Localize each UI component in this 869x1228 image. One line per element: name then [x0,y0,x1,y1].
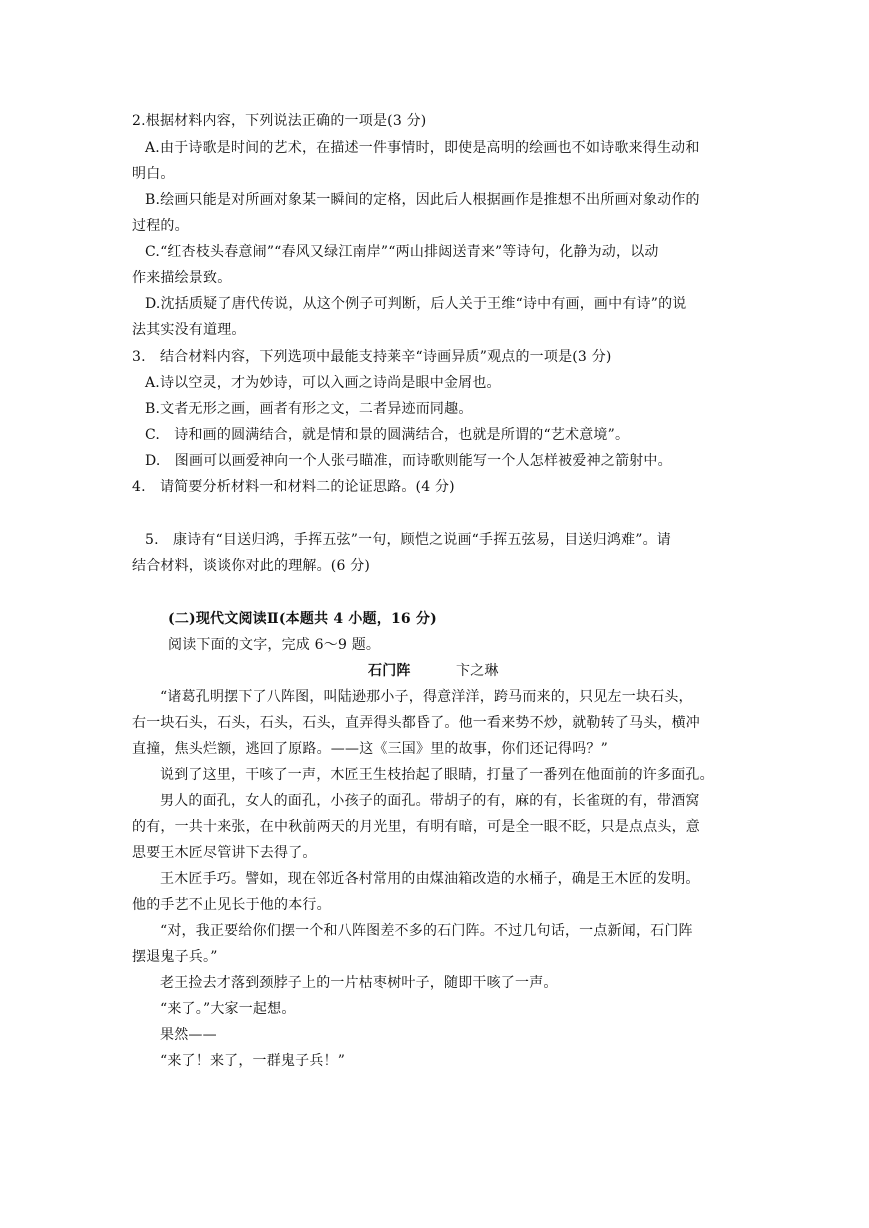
q2-option-a-line2: 明白。 [132,166,175,182]
q2-option-c-line1: C.“红杏枝头春意闹”“春风又绿江南岸”“两山排闼送青来”等诗句，化静为动，以动 [145,244,659,260]
q5-line2: 结合材料，谈谈你对此的理解。(6 分) [132,558,371,574]
story-line: 果然—— [160,1027,217,1043]
q3-option-d: D. 图画可以画爱神向一个人张弓瞄准，而诗歌则能写一个人怎样被爱神之箭射中。 [145,453,672,469]
story-line: 他的手艺不止见长于他的本行。 [132,897,331,913]
story-line: “来了！来了，一群鬼子兵！” [160,1053,346,1069]
q2-option-b-line1: B.绘画只能是对所画对象某一瞬间的定格，因此后人根据画作是推想不出所画对象动作的 [145,192,700,208]
q2-option-d-line2: 法其实没有道理。 [132,322,246,338]
story-line: 王木匠手巧。譬如，现在邻近各村常用的由煤油箱改造的水桶子，确是王木匠的发明。 [160,871,700,887]
q4-stem: 4. 请简要分析材料一和材料二的论证思路。(4 分) [132,479,455,495]
story-line: “诸葛孔明摆下了八阵图，叫陆逊那小子，得意洋洋，跨马而来的，只见左一块石头， [160,689,693,705]
q2-option-a-line1: A.由于诗歌是时间的艺术，在描述一件事情时，即使是高明的绘画也不如诗歌来得生动和 [145,140,700,156]
story-line: 直撞，焦头烂额，逃回了原路。——这《三国》里的故事，你们还记得吗？” [132,741,608,757]
q3-stem: 3. 结合材料内容，下列选项中最能支持莱辛“诗画异质”观点的一项是(3 分) [132,349,612,365]
story-line: 男人的面孔，女人的面孔，小孩子的面孔。带胡子的有，麻的有，长雀斑的有，带酒窝 [160,793,700,809]
story-line: “来了。”大家一起想。 [160,1001,296,1017]
story-line: 老王捡去才落到颈脖子上的一片枯枣树叶子，随即干咳了一声。 [160,975,558,991]
story-title: 石门阵 [368,663,411,679]
q2-option-c-line2: 作来描绘景致。 [132,270,232,286]
section-instruction: 阅读下面的文字，完成 6～9 题。 [168,637,381,653]
story-line: 右一块石头，石头，石头，石头，直弄得头都昏了。他一看来势不炒，就勒转了马头，横冲 [132,715,700,731]
q2-option-b-line2: 过程的。 [132,218,189,234]
story-line: “对，我正要给你们摆一个和八阵图差不多的石门阵。不过几句话，一点新闻，石门阵 [160,923,693,939]
story-author: 卞之琳 [456,663,499,679]
q2-option-d-line1: D.沈括质疑了唐代传说，从这个例子可判断，后人关于王维“诗中有画，画中有诗”的说 [145,296,687,312]
q3-option-a: A.诗以空灵，才为妙诗，可以入画之诗尚是眼中金屑也。 [145,375,501,391]
story-line: 思要王木匠尽管讲下去得了。 [132,845,317,861]
story-line: 摆退鬼子兵。” [132,949,218,965]
section-heading: (二)现代文阅读Ⅱ(本题共 4 小题，16 分) [168,611,437,627]
story-line: 的有，一共十来张，在中秋前两天的月光里，有明有暗，可是全一眼不眨，只是点点头，意 [132,819,700,835]
q3-option-c: C. 诗和画的圆满结合，就是情和景的圆满结合，也就是所谓的“艺术意境”。 [145,427,630,443]
q2-stem: 2.根据材料内容，下列说法正确的一项是(3 分) [132,113,427,129]
q3-option-b: B.文者无形之画，画者有形之文，二者异迹而同趣。 [145,401,473,417]
story-line: 说到了这里，干咳了一声，木匠王生枝抬起了眼睛，打量了一番列在他面前的许多面孔。 [160,767,714,783]
q5-line1: 5. 康诗有“目送归鸿，手挥五弦”一句，顾恺之说画“手挥五弦易，目送归鸿难”。请 [145,532,671,548]
